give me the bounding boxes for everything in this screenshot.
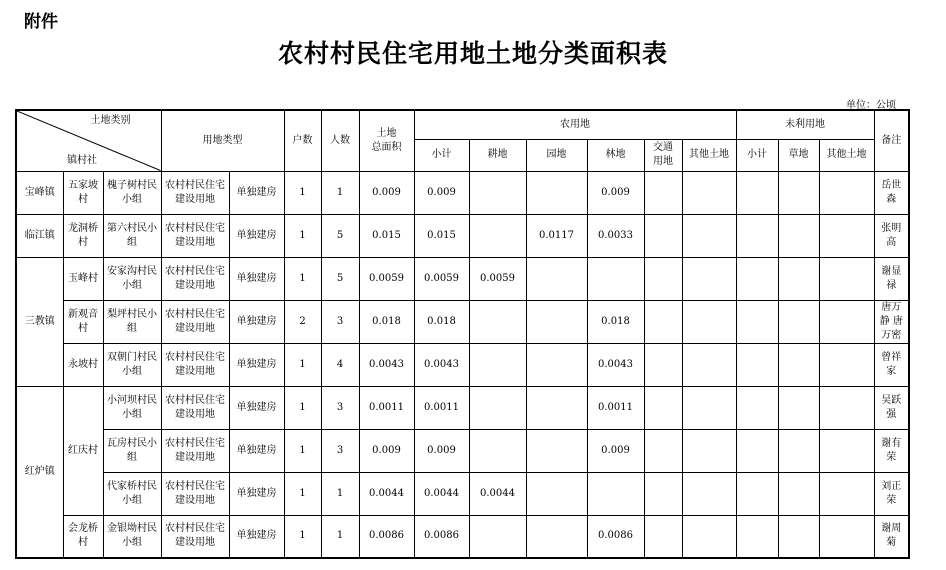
agri-forest-cell: 0.009 xyxy=(587,429,644,472)
land-type-cell: 农村村民住宅建设用地 xyxy=(161,343,229,386)
total-area-cell: 0.018 xyxy=(359,300,414,343)
households-cell: 1 xyxy=(284,343,321,386)
agri-other-cell xyxy=(682,386,736,429)
agri-other-cell xyxy=(682,214,736,257)
town-cell: 三教镇 xyxy=(16,257,63,386)
unused-subtotal-header: 小计 xyxy=(736,139,778,171)
total-area-cell: 0.015 xyxy=(359,214,414,257)
town-cell: 临江镇 xyxy=(16,214,63,257)
unused-grass-cell xyxy=(778,214,819,257)
agri-garden-cell xyxy=(526,386,587,429)
agri-arable-cell xyxy=(469,214,526,257)
households-cell: 1 xyxy=(284,472,321,515)
people-cell: 1 xyxy=(321,472,359,515)
remark-cell: 谢显禄 xyxy=(874,257,909,300)
unused-grass-cell xyxy=(778,343,819,386)
land-type-cell: 农村村民住宅建设用地 xyxy=(161,214,229,257)
unused-other-cell xyxy=(819,300,874,343)
remark-cell: 岳世森 xyxy=(874,171,909,214)
unused-grass-cell xyxy=(778,472,819,515)
land-use-type-header: 用地类型 xyxy=(161,110,284,171)
agri-arable-cell: 0.0059 xyxy=(469,257,526,300)
agri-garden-cell xyxy=(526,515,587,558)
build-type-cell: 单独建房 xyxy=(229,300,284,343)
group-cell: 槐子树村民小组 xyxy=(103,171,161,214)
unused-other-cell xyxy=(819,386,874,429)
build-type-cell: 单独建房 xyxy=(229,386,284,429)
agricultural-land-header: 农用地 xyxy=(414,110,736,139)
agri-subtotal-cell: 0.015 xyxy=(414,214,469,257)
unused-other-cell xyxy=(819,343,874,386)
village-cell: 新观音村 xyxy=(63,300,103,343)
people-cell: 3 xyxy=(321,386,359,429)
remarks-header: 备注 xyxy=(874,110,909,171)
people-cell: 5 xyxy=(321,214,359,257)
village-cell: 玉峰村 xyxy=(63,257,103,300)
agri-transport-cell xyxy=(644,300,682,343)
agri-arable-cell xyxy=(469,171,526,214)
town-cell: 红炉镇 xyxy=(16,386,63,558)
people-cell: 5 xyxy=(321,257,359,300)
people-cell: 3 xyxy=(321,300,359,343)
unused-other-cell xyxy=(819,429,874,472)
agri-garden-cell xyxy=(526,429,587,472)
table-row xyxy=(16,214,909,257)
unused-grass-cell xyxy=(778,300,819,343)
agri-transport-cell xyxy=(644,429,682,472)
land-type-cell: 农村村民住宅建设用地 xyxy=(161,257,229,300)
group-cell: 金银坳村民小组 xyxy=(103,515,161,558)
remark-cell: 谢周菊 xyxy=(874,515,909,558)
agri-arable-cell xyxy=(469,300,526,343)
people-header: 人数 xyxy=(321,110,359,171)
agri-forest-cell: 0.0033 xyxy=(587,214,644,257)
total-area-cell: 0.0011 xyxy=(359,386,414,429)
agri-forest-cell xyxy=(587,257,644,300)
table-row xyxy=(16,472,909,515)
agri-garden-cell xyxy=(526,343,587,386)
total-area-cell: 0.009 xyxy=(359,171,414,214)
agri-arable-cell xyxy=(469,386,526,429)
land-area-table xyxy=(15,109,910,559)
agri-subtotal-cell: 0.0011 xyxy=(414,386,469,429)
table-row xyxy=(16,515,909,558)
agri-transport-cell xyxy=(644,214,682,257)
households-cell: 1 xyxy=(284,171,321,214)
agri-other-cell xyxy=(682,300,736,343)
unused-other-cell xyxy=(819,257,874,300)
land-type-cell: 农村村民住宅建设用地 xyxy=(161,515,229,558)
build-type-cell: 单独建房 xyxy=(229,515,284,558)
total-area-cell: 0.009 xyxy=(359,429,414,472)
land-type-cell: 农村村民住宅建设用地 xyxy=(161,300,229,343)
group-cell: 代家桥村民小组 xyxy=(103,472,161,515)
table-row xyxy=(16,257,909,300)
attachment-label: 附件 xyxy=(24,12,58,32)
agri-forest-cell: 0.0086 xyxy=(587,515,644,558)
total-area-cell: 0.0086 xyxy=(359,515,414,558)
build-type-cell: 单独建房 xyxy=(229,472,284,515)
unused-other-header: 其他土地 xyxy=(819,139,874,171)
land-category-header: 土地类别 xyxy=(90,115,131,126)
total-area-cell: 0.0044 xyxy=(359,472,414,515)
village-cell: 五家坡村 xyxy=(63,171,103,214)
agri-other-cell xyxy=(682,257,736,300)
land-type-cell: 农村村民住宅建设用地 xyxy=(161,472,229,515)
unused-other-cell xyxy=(819,472,874,515)
page-title: 农村村民住宅用地土地分类面积表 xyxy=(277,39,668,68)
agri-garden-cell: 0.0117 xyxy=(526,214,587,257)
unused-subtotal-cell xyxy=(736,472,778,515)
agri-forest-cell: 0.018 xyxy=(587,300,644,343)
town-cell: 宝峰镇 xyxy=(16,171,63,214)
people-cell: 1 xyxy=(321,171,359,214)
agri-forest-cell: 0.009 xyxy=(587,171,644,214)
agri-transport-header: 交通 用地 xyxy=(644,139,682,171)
households-header: 户数 xyxy=(284,110,321,171)
unused-grass-cell xyxy=(778,171,819,214)
agri-garden-cell xyxy=(526,171,587,214)
agri-garden-cell xyxy=(526,257,587,300)
group-cell: 小河坝村民小组 xyxy=(103,386,161,429)
agri-forest-cell xyxy=(587,472,644,515)
village-cell: 龙洞桥村 xyxy=(63,214,103,257)
unused-subtotal-cell xyxy=(736,429,778,472)
agri-transport-cell xyxy=(644,171,682,214)
build-type-cell: 单独建房 xyxy=(229,171,284,214)
unused-other-cell xyxy=(819,214,874,257)
remark-cell: 谢有荣 xyxy=(874,429,909,472)
agri-other-cell xyxy=(682,515,736,558)
agri-subtotal-cell: 0.0044 xyxy=(414,472,469,515)
agri-arable-cell xyxy=(469,429,526,472)
land-type-cell: 农村村民住宅建设用地 xyxy=(161,429,229,472)
agri-transport-cell xyxy=(644,257,682,300)
total-area-cell: 0.0059 xyxy=(359,257,414,300)
agri-subtotal-cell: 0.009 xyxy=(414,429,469,472)
agri-arable-cell: 0.0044 xyxy=(469,472,526,515)
agri-other-cell xyxy=(682,472,736,515)
land-type-cell: 农村村民住宅建设用地 xyxy=(161,386,229,429)
table-row xyxy=(16,343,909,386)
table-row xyxy=(16,300,909,343)
village-cell: 红庆村 xyxy=(63,386,103,515)
unused-subtotal-cell xyxy=(736,343,778,386)
agri-arable-cell xyxy=(469,343,526,386)
unused-grass-cell xyxy=(778,257,819,300)
agri-transport-cell xyxy=(644,386,682,429)
agri-arable-header: 耕地 xyxy=(469,139,526,171)
group-cell: 第六村民小组 xyxy=(103,214,161,257)
agri-forest-cell: 0.0011 xyxy=(587,386,644,429)
unused-grass-cell xyxy=(778,515,819,558)
unused-subtotal-cell xyxy=(736,386,778,429)
unit-label: 单位：公顷 xyxy=(846,100,896,111)
group-cell: 安家沟村民小组 xyxy=(103,257,161,300)
agri-garden-cell xyxy=(526,300,587,343)
build-type-cell: 单独建房 xyxy=(229,343,284,386)
unused-other-cell xyxy=(819,515,874,558)
agri-forest-header: 林地 xyxy=(587,139,644,171)
households-cell: 1 xyxy=(284,386,321,429)
table-row xyxy=(16,429,909,472)
unused-subtotal-cell xyxy=(736,300,778,343)
total-area-header: 土地 总面积 xyxy=(359,110,414,171)
land-type-cell: 农村村民住宅建设用地 xyxy=(161,171,229,214)
agri-subtotal-cell: 0.0086 xyxy=(414,515,469,558)
agri-arable-cell xyxy=(469,515,526,558)
households-cell: 1 xyxy=(284,429,321,472)
unused-subtotal-cell xyxy=(736,257,778,300)
households-cell: 1 xyxy=(284,214,321,257)
people-cell: 3 xyxy=(321,429,359,472)
unused-subtotal-cell xyxy=(736,214,778,257)
people-cell: 1 xyxy=(321,515,359,558)
remark-cell: 唐万静 唐万密 xyxy=(874,300,909,343)
agri-subtotal-header: 小计 xyxy=(414,139,469,171)
unused-subtotal-cell xyxy=(736,171,778,214)
total-area-cell: 0.0043 xyxy=(359,343,414,386)
town-village-header: 镇村社 xyxy=(67,154,97,166)
agri-subtotal-cell: 0.0043 xyxy=(414,343,469,386)
unused-other-cell xyxy=(819,171,874,214)
unused-grass-cell xyxy=(778,429,819,472)
agri-subtotal-cell: 0.0059 xyxy=(414,257,469,300)
unused-grass-cell xyxy=(778,386,819,429)
agri-forest-cell: 0.0043 xyxy=(587,343,644,386)
agri-garden-header: 园地 xyxy=(526,139,587,171)
unused-land-header: 未利用地 xyxy=(736,110,874,139)
agri-garden-cell xyxy=(526,472,587,515)
build-type-cell: 单独建房 xyxy=(229,429,284,472)
agri-transport-cell xyxy=(644,472,682,515)
agri-subtotal-cell: 0.018 xyxy=(414,300,469,343)
build-type-cell: 单独建房 xyxy=(229,214,284,257)
unused-subtotal-cell xyxy=(736,515,778,558)
village-cell: 会龙桥村 xyxy=(63,515,103,558)
group-cell: 梨坪村民小组 xyxy=(103,300,161,343)
remark-cell: 吴跃强 xyxy=(874,386,909,429)
agri-transport-cell xyxy=(644,343,682,386)
households-cell: 2 xyxy=(284,300,321,343)
agri-transport-cell xyxy=(644,515,682,558)
table-row xyxy=(16,171,909,214)
people-cell: 4 xyxy=(321,343,359,386)
agri-other-cell xyxy=(682,171,736,214)
remark-cell: 刘正荣 xyxy=(874,472,909,515)
table-row xyxy=(16,386,909,429)
agri-other-cell xyxy=(682,343,736,386)
agri-other-cell xyxy=(682,429,736,472)
remark-cell: 曾祥家 xyxy=(874,343,909,386)
group-cell: 瓦房村民小组 xyxy=(103,429,161,472)
diagonal-header-cell xyxy=(16,110,161,171)
village-cell: 永坡村 xyxy=(63,343,103,386)
households-cell: 1 xyxy=(284,257,321,300)
households-cell: 1 xyxy=(284,515,321,558)
group-cell: 双朝门村民小组 xyxy=(103,343,161,386)
remark-cell: 张明高 xyxy=(874,214,909,257)
build-type-cell: 单独建房 xyxy=(229,257,284,300)
agri-subtotal-cell: 0.009 xyxy=(414,171,469,214)
agri-other-header: 其他土地 xyxy=(682,139,736,171)
unused-grass-header: 草地 xyxy=(778,139,819,171)
